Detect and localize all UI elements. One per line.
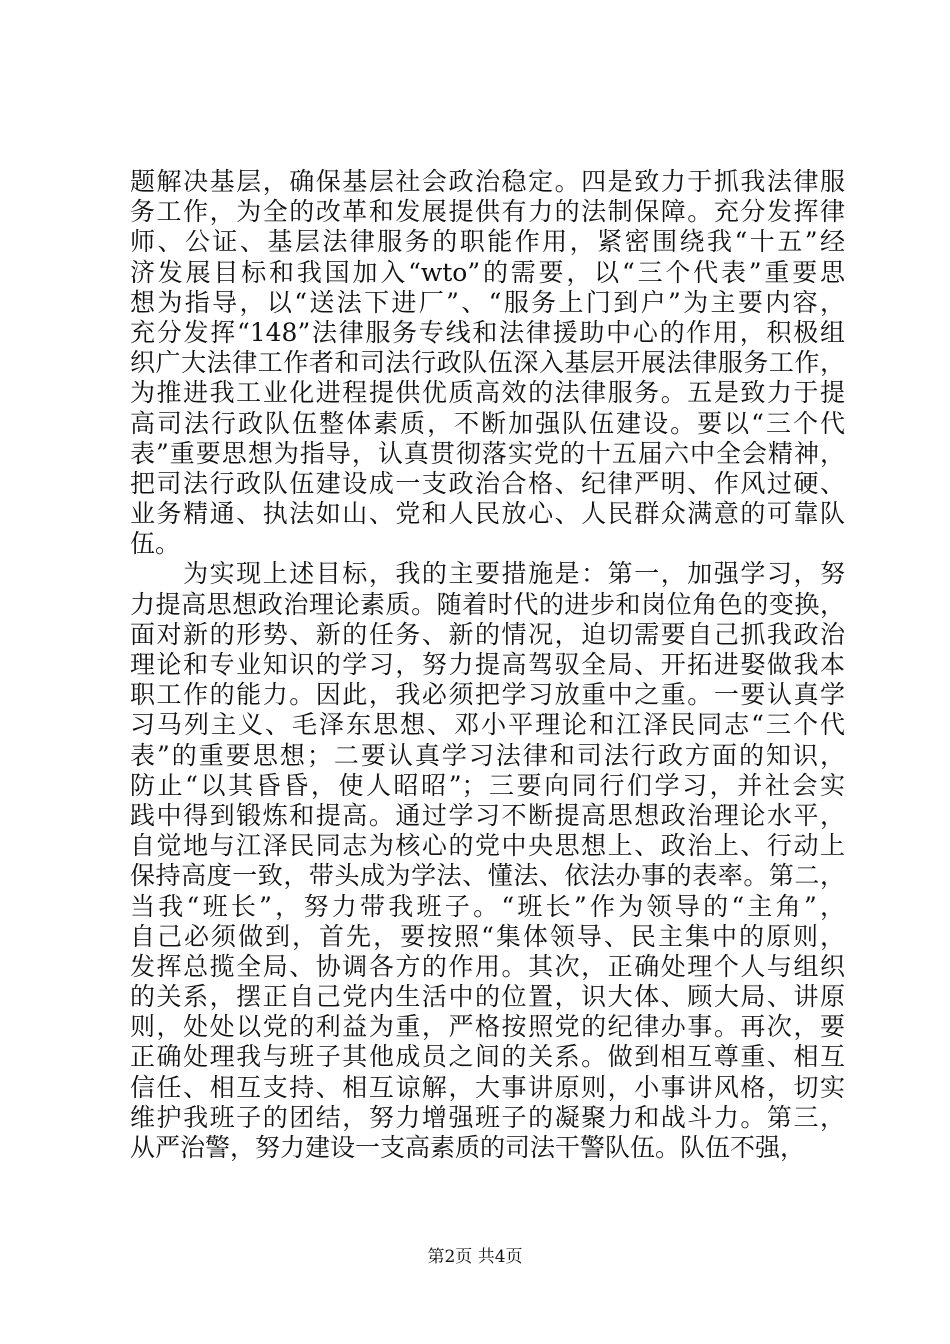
text-line: 充分发挥“148”法律服务专线和法律援助中心的作用，积极组 <box>130 317 845 347</box>
text-line: 则，处处以党的利益为重，严格按照党的纪律办事。再次，要 <box>130 1012 845 1042</box>
text-line: 面对新的形势、新的任务、新的情况，迫切需要自己抓我政治 <box>130 619 845 649</box>
text-line: 自己必须做到，首先，要按照“集体领导、民主集中的原则， <box>130 921 845 951</box>
text-line: 务工作，为全的改革和发展提供有力的法制保障。充分发挥律 <box>130 197 845 227</box>
text-line: 保持高度一致，带头成为学法、懂法、依法办事的表率。第二， <box>130 861 845 891</box>
text-line: 从严治警，努力建设一支高素质的司法干警队伍。队伍不强， <box>130 1133 806 1162</box>
text-line: 力提高思想政治理论素质。随着时代的进步和岗位角色的变换， <box>130 589 845 619</box>
text-line: 题解决基层，确保基层社会政治稳定。四是致力于抓我法律服 <box>130 167 845 196</box>
text-line: 把司法行政队伍建设成一支政治合格、纪律严明、作风过硬、 <box>130 468 845 498</box>
text-line: 织广大法律工作者和司法行政队伍深入基层开展法律服务工作， <box>130 348 845 378</box>
text-line: 信任、相互支持、相互谅解，大事讲原则，小事讲风格，切实 <box>130 1072 845 1102</box>
text-line: 济发展目标和我国加入“wto”的需要，以“三个代表”重要思 <box>130 257 845 287</box>
text-line: 自觉地与江泽民同志为核心的党中央思想上、政治上、行动上 <box>130 831 845 861</box>
text-line: 发挥总揽全局、协调各方的作用。其次，正确处理个人与组织 <box>130 951 845 981</box>
text-line: 习马列主义、毛泽东思想、邓小平理论和江泽民同志“三个代 <box>130 710 845 740</box>
text-line: 防止“以其昏昏，使人昭昭”；三要向同行们学习，并社会实 <box>130 770 845 800</box>
text-line: 的关系，摆正自己党内生活中的位置，识大体、顾大局、讲原 <box>130 982 845 1012</box>
body-text <box>130 167 845 1163</box>
text-line: 践中得到锻炼和提高。通过学习不断提高思想政治理论水平， <box>130 800 845 830</box>
text-line: 高司法行政队伍整体素质，不断加强队伍建设。要以“三个代 <box>130 408 845 438</box>
text-line: 表”的重要思想；二要认真学习法律和司法行政方面的知识， <box>130 740 845 770</box>
text-line: 为推进我工业化进程提供优质高效的法律服务。五是致力于提 <box>130 378 845 408</box>
page-footer: 第2页 共4页 <box>427 1247 523 1267</box>
text-line: 为实现上述目标，我的主要措施是：第一，加强学习，努 <box>130 559 845 589</box>
text-line: 职工作的能力。因此，我必须把学习放重中之重。一要认真学 <box>130 680 845 710</box>
text-line: 伍。 <box>130 529 181 559</box>
text-line: 正确处理我与班子其他成员之间的关系。做到相互尊重、相互 <box>130 1042 845 1072</box>
text-line: 理论和专业知识的学习，努力提高驾驭全局、开拓进娶做我本 <box>130 650 845 679</box>
text-line: 维护我班子的团结，努力增强班子的凝聚力和战斗力。第三， <box>130 1102 845 1132</box>
text-line: 当我“班长”，努力带我班子。“班长”作为领导的“主角”， <box>130 891 845 921</box>
text-line: 想为指导，以“送法下进厂”、“服务上门到户”为主要内容， <box>130 287 845 317</box>
text-line: 业务精通、执法如山、党和人民放心、人民群众满意的可靠队 <box>130 499 845 529</box>
text-line: 表”重要思想为指导，认真贯彻落实党的十五届六中全会精神， <box>130 438 845 468</box>
text-line: 师、公证、基层法律服务的职能作用，紧密围绕我“十五”经 <box>130 227 845 257</box>
